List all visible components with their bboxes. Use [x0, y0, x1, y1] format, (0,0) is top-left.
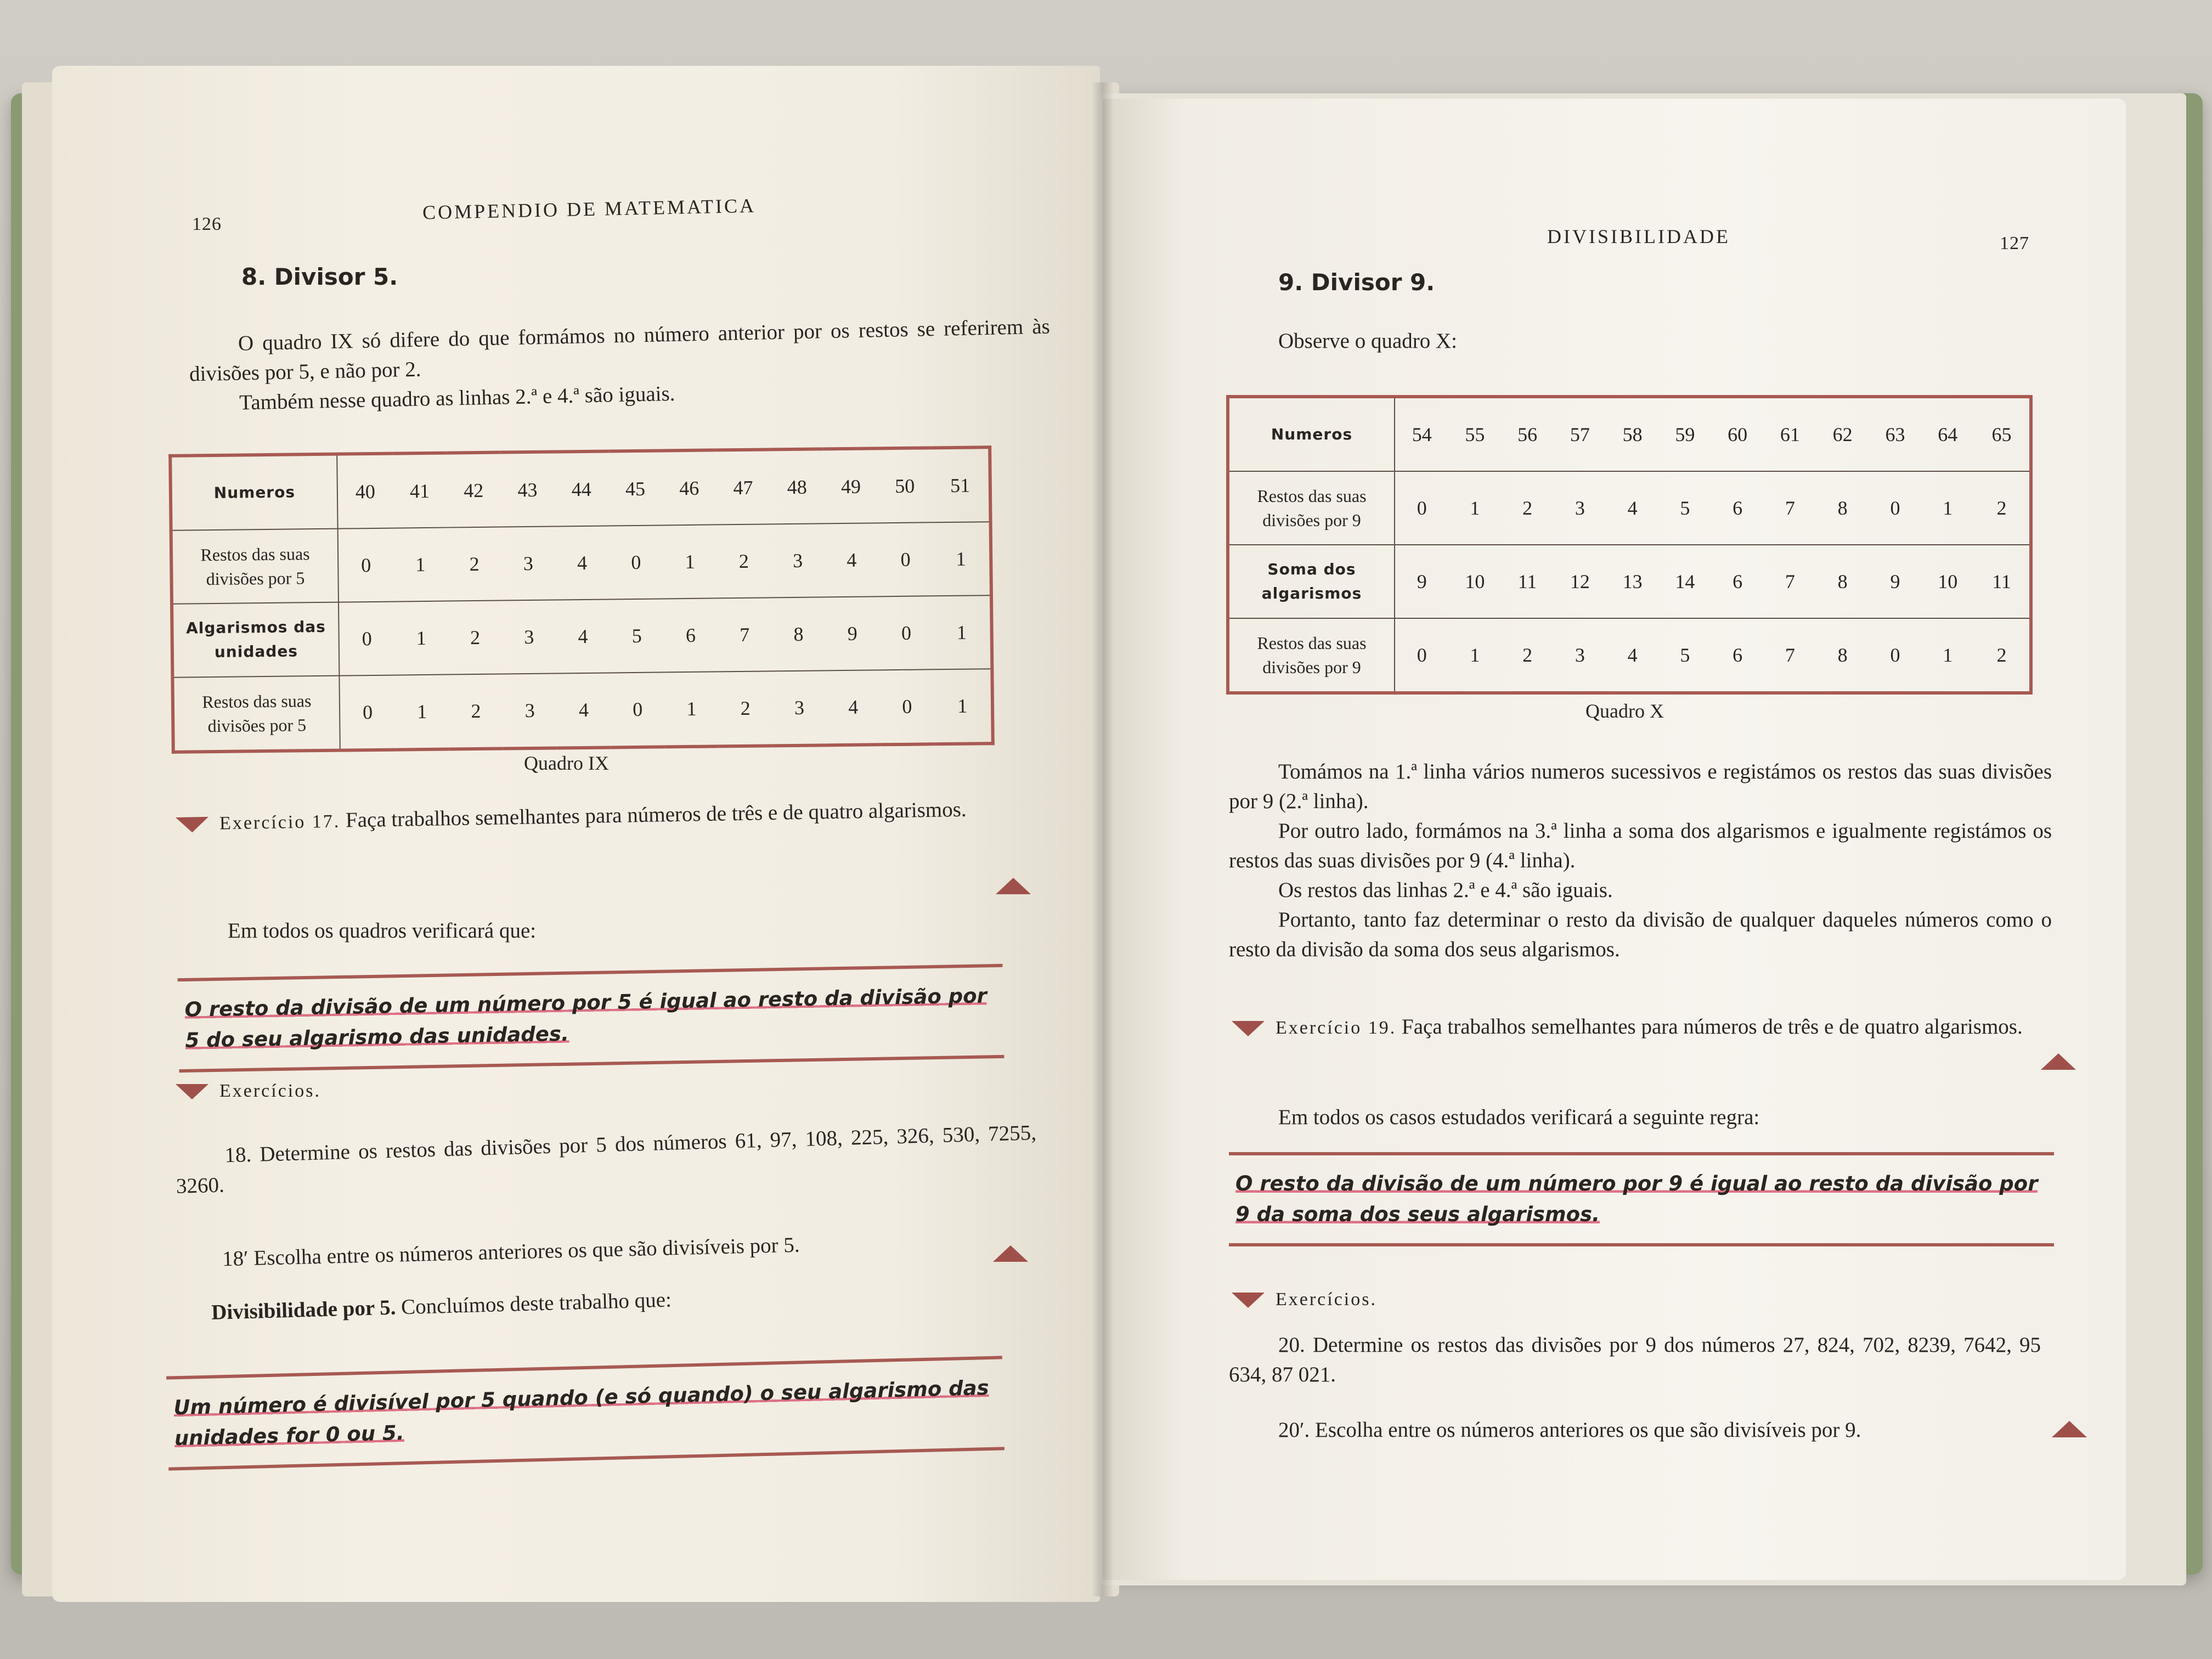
table-cell: 8 [1837, 644, 1848, 666]
table-cell: 45 [608, 450, 663, 526]
table-cell: 9 [1869, 545, 1922, 618]
intro-text: Observe o quadro X: [1278, 329, 1457, 353]
table-row [172, 669, 992, 752]
page-number: 126 [192, 214, 222, 234]
right-page [1103, 99, 2126, 1580]
table-cell: 1 [1943, 644, 1953, 666]
table-cell: 1 [394, 601, 449, 675]
table-cell: 0 [362, 701, 373, 724]
section-title: 9. Divisor 9. [1278, 269, 1435, 296]
table-cell: 3 [1575, 644, 1585, 666]
table-cell: 40 [337, 454, 393, 529]
table-cell: 13 [1606, 545, 1659, 618]
exercicios-label: Exercícios. [1276, 1289, 1377, 1310]
table-cell: 57 [1554, 397, 1606, 471]
table-cell: 8 [771, 597, 826, 671]
row-label: Algarismos das unidades [172, 602, 339, 678]
table-cell: 50 [877, 448, 932, 523]
body-line-4: Portanto, tanto faz determinar o resto da divisão de qualquer daqueles números como o resto da divisão da soma dos seus algarismos. [1229, 908, 2052, 961]
rule-box-9 [1229, 1152, 2054, 1246]
table-cell: 5 [1659, 471, 1712, 545]
section-title: 8. Divisor 5. [241, 263, 398, 290]
exercise-text: Faça trabalhos semelhantes para números de três e de quatro algarismos. [1402, 1015, 2023, 1039]
table-cell: 4 [848, 696, 859, 718]
table-cell: 41 [392, 453, 447, 528]
triangle-down-icon [176, 1084, 208, 1099]
table-cell: 0 [609, 525, 664, 599]
table-cell: 8 [1816, 545, 1869, 618]
rule-text: O resto da divisão de um número por 5 é igual ao resto da divisão por 5 do seu algarismo das unidades. [184, 984, 988, 1052]
table-cell: 61 [1764, 397, 1816, 471]
row-label: Restos das suas divisões por 5 [172, 676, 340, 752]
table-cell: 58 [1606, 397, 1659, 471]
row-label: Numeros [1228, 397, 1395, 471]
table-cell: 4 [1627, 644, 1638, 666]
triangle-down-icon [1232, 1021, 1265, 1036]
table-caption: Quadro IX [524, 752, 609, 774]
body-line-1: Tomámos na 1.ª linha vários numeros sucessivos e registámos os restos das suas divisões por 9 (2.ª linha). [1229, 760, 2052, 813]
table-cell: 51 [932, 447, 991, 522]
table-row [172, 595, 992, 678]
row-label: Restos das suas divisões por 5 [171, 529, 338, 604]
table-cell: 0 [338, 602, 394, 676]
exercise-18-text: 18. Determine os restos das divisões por 5 dos números 61, 97, 108, 225, 326, 530, 7255, 3260. [176, 1121, 1037, 1198]
triangle-down-icon [176, 817, 208, 833]
table-cell: 11 [1501, 545, 1554, 618]
table-cell: 49 [823, 448, 878, 523]
table-cell: 0 [632, 698, 643, 721]
table-cell: 7 [1785, 644, 1795, 666]
table-cell: 60 [1711, 397, 1764, 471]
table-cell: 0 [878, 522, 933, 596]
table-cell: 1 [1448, 471, 1501, 545]
table-cell: 3 [524, 699, 535, 722]
exercise-20 [1229, 1330, 2041, 1390]
table-cell: 9 [825, 596, 880, 670]
table-cell: 2 [1522, 644, 1533, 666]
table-cell: 2 [448, 601, 503, 675]
table-cell: 3 [794, 696, 805, 719]
exercicios-heading [1232, 1284, 1377, 1314]
table-cell: 2 [1996, 644, 2007, 666]
table-cell: 1 [393, 528, 448, 602]
table-cell: 2 [1974, 471, 2031, 545]
body-paragraphs [1229, 757, 2052, 964]
table-cell: 4 [825, 523, 879, 597]
exercise-text: Faça trabalhos semelhantes para números de três e de quatro algarismos. [345, 797, 967, 832]
table-cell: 56 [1501, 397, 1554, 471]
row-label: Restos das suas divisões por 9 [1228, 471, 1395, 545]
table-cell: 8 [1816, 471, 1869, 545]
table-cell: 7 [717, 597, 772, 672]
table-cell: 4 [556, 599, 611, 673]
table-cell: 6 [1711, 471, 1764, 545]
exercise-18 [175, 1118, 1037, 1201]
exercise-20b: 20′. Escolha entre os números anteriores os que são divisíveis por 9. [1278, 1418, 1861, 1442]
table-cell: 44 [554, 451, 609, 526]
exercise-19 [1232, 1012, 2055, 1043]
table-cell: 0 [338, 528, 394, 602]
table-cell: 14 [1659, 545, 1712, 618]
intro-line-1: O quadro IX só difere do que formámos no número anterior por os restos se referirem às divisões por 5, e não por 2. [189, 314, 1051, 386]
table-cell: 5 [610, 599, 664, 673]
table-cell: 55 [1448, 397, 1501, 471]
table-cell: 2 [740, 697, 751, 719]
table-cell: 1 [686, 697, 697, 720]
table-cell: 54 [1395, 397, 1448, 471]
table-cell: 7 [1764, 471, 1816, 545]
exercicios-label: Exercícios. [219, 1081, 321, 1101]
table-cell: 1 [663, 524, 718, 599]
quadro-ix-table [168, 445, 995, 754]
exercicios-heading [176, 1075, 321, 1106]
table-cell: 3 [1554, 471, 1606, 545]
running-head: DIVISIBILIDADE [1547, 225, 1730, 247]
table-cell: 1 [932, 522, 991, 596]
exercise-label: Exercício 17. [219, 811, 341, 834]
table-cell: 1 [933, 595, 992, 669]
running-head: COMPENDIO DE MATEMATICA [422, 194, 757, 224]
table-cell: 47 [716, 449, 771, 524]
table-cell: 42 [446, 453, 501, 528]
exercise-17 [176, 793, 1054, 839]
table-cell: 0 [879, 596, 934, 670]
rule-box-divisible-5 [166, 1356, 1005, 1470]
table-cell: 48 [770, 449, 825, 524]
page-number: 127 [2000, 233, 2029, 253]
table-cell: 4 [555, 526, 610, 600]
table-cell: 3 [770, 523, 825, 597]
table-cell: 2 [1501, 471, 1554, 545]
rule-text: O resto da divisão de um número por 9 é igual ao resto da divisão por 9 da soma dos seus algarismos. [1235, 1172, 2038, 1226]
table-cell: 2 [447, 527, 502, 601]
table-cell: 62 [1816, 397, 1869, 471]
exercise-label: Exercício 19. [1276, 1018, 1397, 1038]
triangle-up-icon [996, 878, 1031, 894]
table-cell: 6 [1711, 545, 1764, 618]
table-cell: 9 [1395, 545, 1448, 618]
row-label: Numeros [170, 454, 337, 531]
book-gutter [1092, 82, 1114, 1596]
table-cell: 4 [578, 698, 589, 721]
table-row [171, 522, 991, 604]
triangle-up-icon [2052, 1421, 2087, 1437]
table-cell: 2 [471, 699, 481, 723]
table-row [1228, 618, 2031, 693]
exercise-18b: 18′ Escolha entre os números anteriores os que são divisíveis por 5. [222, 1233, 800, 1271]
exercise-20-text: 20. Determine os restos das divisões por 9 dos números 27, 824, 702, 8239, 7642, 95 634, 87 021. [1229, 1333, 2041, 1386]
table-row [1228, 471, 2031, 545]
verify-text: Em todos os quadros verificará que: [228, 919, 537, 943]
triangle-up-icon [993, 1245, 1028, 1262]
table-cell: 3 [501, 527, 556, 601]
table-cell: 5 [1680, 644, 1690, 666]
table-cell: 0 [1417, 644, 1427, 666]
table-caption: Quadro X [1585, 700, 1664, 722]
table-cell: 1 [957, 695, 968, 717]
table-cell: 1 [1470, 644, 1480, 666]
divisibility-intro [211, 1275, 1035, 1328]
table-row [1228, 397, 2031, 471]
table-row [170, 447, 990, 531]
table-row [1228, 545, 2031, 618]
table-cell: 1 [417, 700, 427, 723]
table-cell: 0 [1869, 471, 1922, 545]
intro-paragraph [188, 312, 1051, 419]
table-cell: 64 [1921, 397, 1974, 471]
table-cell: 11 [1974, 545, 2031, 618]
table-cell: 3 [501, 600, 556, 674]
table-cell: 65 [1974, 397, 2031, 471]
body-line-2: Por outro lado, formámos na 3.ª linha a soma dos algarismos e igualmente registámos os restos das suas divisões por 9 (4.ª linha). [1229, 819, 2052, 872]
quadro-x-table [1226, 395, 2033, 695]
table-cell: 1 [1921, 471, 1974, 545]
divisibility-title: Divisibilidade por 5. [211, 1295, 397, 1324]
quadro-ix [168, 445, 995, 754]
intro-line-2: Também nesse quadro as linhas 2.ª e 4.ª são iguais. [239, 381, 675, 415]
quadro-x [1226, 395, 2033, 695]
table-cell: 59 [1659, 397, 1712, 471]
table-cell: 12 [1554, 545, 1606, 618]
row-label: Soma dos algarismos [1228, 545, 1395, 618]
table-cell: 43 [500, 452, 555, 527]
table-cell: 46 [662, 450, 716, 525]
table-cell: 0 [902, 695, 912, 718]
table-cell: 6 [1733, 644, 1743, 666]
table-cell: 6 [663, 598, 718, 672]
triangle-up-icon [2041, 1053, 2076, 1070]
table-cell: 10 [1921, 545, 1974, 618]
table-cell: 63 [1869, 397, 1922, 471]
table-cell: 10 [1448, 545, 1501, 618]
body-line-3: Os restos das linhas 2.ª e 4.ª são iguais. [1278, 878, 1613, 902]
rule-box-5 [178, 964, 1005, 1073]
table-cell: 7 [1764, 545, 1816, 618]
triangle-down-icon [1232, 1293, 1265, 1308]
divisibility-text: Concluímos deste trabalho que: [400, 1288, 672, 1319]
table-cell: 0 [1890, 644, 1900, 666]
row-label: Restos das suas divisões por 9 [1228, 618, 1395, 693]
left-page [52, 66, 1100, 1602]
table-cell: 2 [716, 524, 771, 598]
rule2-text: Um número é divisível por 5 quando (e só quando) o seu algarismo das unidades for 0 ou 5. [173, 1376, 990, 1451]
table-cell: 0 [1395, 471, 1448, 545]
verify-text: Em todos os casos estudados verificará a seguinte regra: [1278, 1105, 1760, 1129]
table-cell: 4 [1606, 471, 1659, 545]
